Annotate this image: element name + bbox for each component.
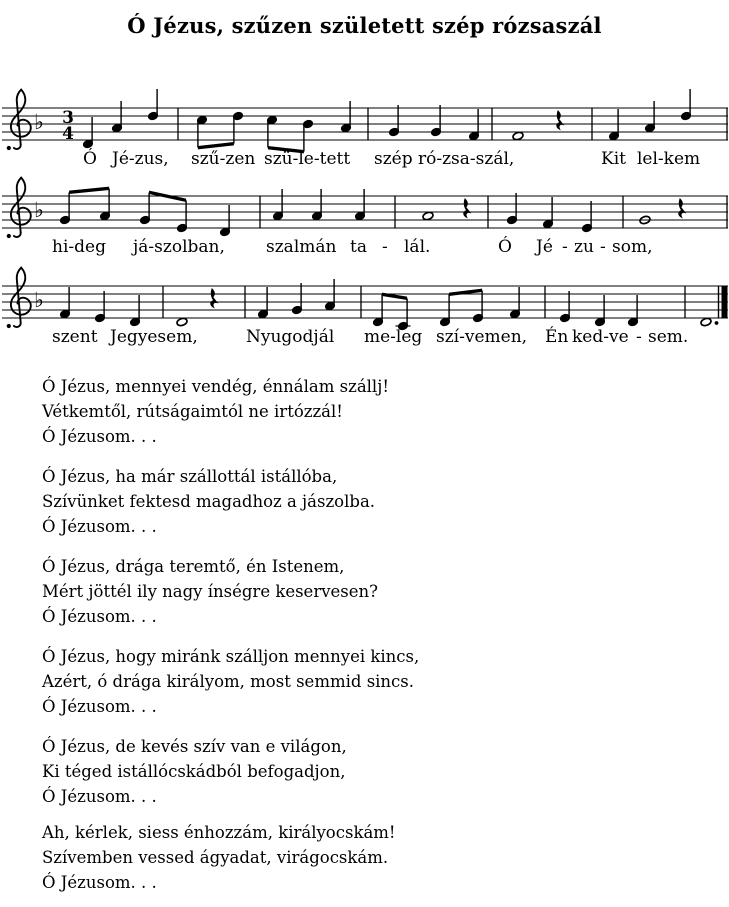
- staff-system-1: [0, 88, 729, 180]
- beam: [449, 289, 482, 296]
- verse-line: Szívemben vessed ágyadat, virágocskám.: [42, 848, 389, 867]
- lyric-syllable: Jé-zus,: [112, 149, 169, 169]
- verse-6: [42, 734, 702, 809]
- verse-line: Ó Jézus, ha már szállottál istállóba,: [42, 467, 338, 486]
- flat-icon: ♭: [34, 110, 44, 134]
- lyric-syllable: Jé: [536, 237, 553, 257]
- clef-body: [11, 178, 31, 233]
- verse-2: [42, 374, 702, 449]
- verse-line: Ó Jézusom. . .: [42, 873, 157, 892]
- staff-system-3: [0, 266, 729, 358]
- time-signature-denominator: 4: [62, 124, 74, 144]
- lyric-syllable: -: [636, 327, 642, 347]
- lyric-syllable: -: [382, 237, 388, 257]
- notehead: [700, 317, 712, 327]
- lyric-syllable: Én: [545, 327, 569, 347]
- verse-line: Ó Jézusom. . .: [42, 697, 157, 716]
- verse-line: Ó Jézus, hogy miránk szálljon mennyei kincs,: [42, 647, 420, 666]
- notehead: [176, 317, 188, 327]
- final-barline-thick: [722, 286, 728, 318]
- verse-line: Ó Jézus, drága teremtő, én Istenem,: [42, 557, 345, 576]
- lyric-syllable: ked-ve: [572, 327, 629, 347]
- lyric-syllable: lál.: [404, 237, 431, 257]
- verse-4: [42, 554, 702, 629]
- staff-svg: [0, 266, 729, 358]
- lyric-syllable: som,: [612, 237, 653, 257]
- lyric-syllable: szí-vemen,: [436, 327, 528, 347]
- lyric-syllable: Jegyesem,: [110, 327, 198, 347]
- lyric-syllable: szü-le-tett: [264, 149, 351, 169]
- flat-icon: ♭: [34, 288, 44, 312]
- beam: [69, 187, 109, 194]
- quarter-rest: [463, 198, 471, 218]
- clef-hook: [14, 145, 21, 149]
- notehead: [422, 211, 434, 221]
- verse-line: Azért, ó drága királyom, most semmid sincs.: [42, 672, 415, 691]
- lyric-syllable: szű-zen: [191, 149, 256, 169]
- clef-dot: [7, 234, 11, 238]
- verse-line: Ah, kérlek, siess énhozzám, királyocskám!: [42, 823, 396, 842]
- lyric-syllable: Kit: [601, 149, 626, 169]
- verse-3: [42, 464, 702, 539]
- verse-line: Ó Jézusom. . .: [42, 517, 157, 536]
- lyric-syllable: szép: [374, 149, 413, 169]
- lyric-syllable: sem.: [648, 327, 689, 347]
- flat-icon: ♭: [34, 198, 44, 222]
- lyric-syllable: -: [562, 237, 568, 257]
- lyric-syllable: szent: [52, 327, 98, 347]
- lyric-syllable: -: [600, 237, 606, 257]
- lyric-syllable: szalmán: [266, 237, 337, 257]
- staff-svg: [0, 176, 729, 268]
- clef-dot: [7, 324, 11, 328]
- verse-line: Mért jöttél ily nagy ínségre keservesen?: [42, 582, 379, 601]
- lyric-syllable: já-szolban,: [133, 237, 225, 257]
- lyric-syllable: zu: [574, 237, 594, 257]
- verse-line: Vétkemtől, rútságaimtól ne irtózzál!: [42, 402, 343, 421]
- clef-hook: [14, 323, 21, 327]
- quarter-rest: [556, 110, 564, 130]
- lyric-syllable: me-leg: [364, 327, 423, 347]
- clef-body: [11, 268, 31, 323]
- verse-line: Ó Jézus, mennyei vendég, énnálam szállj!: [42, 377, 389, 396]
- verse-line: Ki téged istállócskádból befogadjon,: [42, 762, 346, 781]
- time-signature-numerator: 3: [62, 108, 74, 128]
- staff-svg: [0, 88, 729, 180]
- lyric-syllable: Ó: [498, 237, 512, 257]
- lyric-syllable: hi-deg: [52, 237, 106, 257]
- notehead: [512, 131, 524, 141]
- verse-7: [42, 820, 702, 895]
- lyric-syllable: Ó: [83, 149, 97, 169]
- quarter-rest: [678, 198, 686, 218]
- staff-system-2: [0, 176, 729, 268]
- clef-dot: [7, 146, 11, 150]
- clef-body: [11, 90, 31, 145]
- clef-hook: [14, 233, 21, 237]
- lyric-syllable: Nyugodjál: [246, 327, 335, 347]
- verse-5: [42, 644, 702, 719]
- verse-line: Ó Jézusom. . .: [42, 607, 157, 626]
- lyric-syllable: lel-kem: [637, 149, 701, 169]
- verse-line: Ó Jézusom. . .: [42, 787, 157, 806]
- lyric-syllable: ta: [350, 237, 367, 257]
- page-title: Ó Jézus, szűzen született szép rózsaszál: [127, 13, 602, 38]
- augmentation-dot: [715, 321, 719, 325]
- lyric-syllable: ró-zsa-szál,: [418, 149, 515, 169]
- quarter-rest: [210, 288, 218, 308]
- verse-line: Szívünket fektesd magadhoz a jászolba.: [42, 492, 376, 511]
- verse-line: Ó Jézusom. . .: [42, 427, 157, 446]
- verse-line: Ó Jézus, de kevés szív van e világon,: [42, 737, 347, 756]
